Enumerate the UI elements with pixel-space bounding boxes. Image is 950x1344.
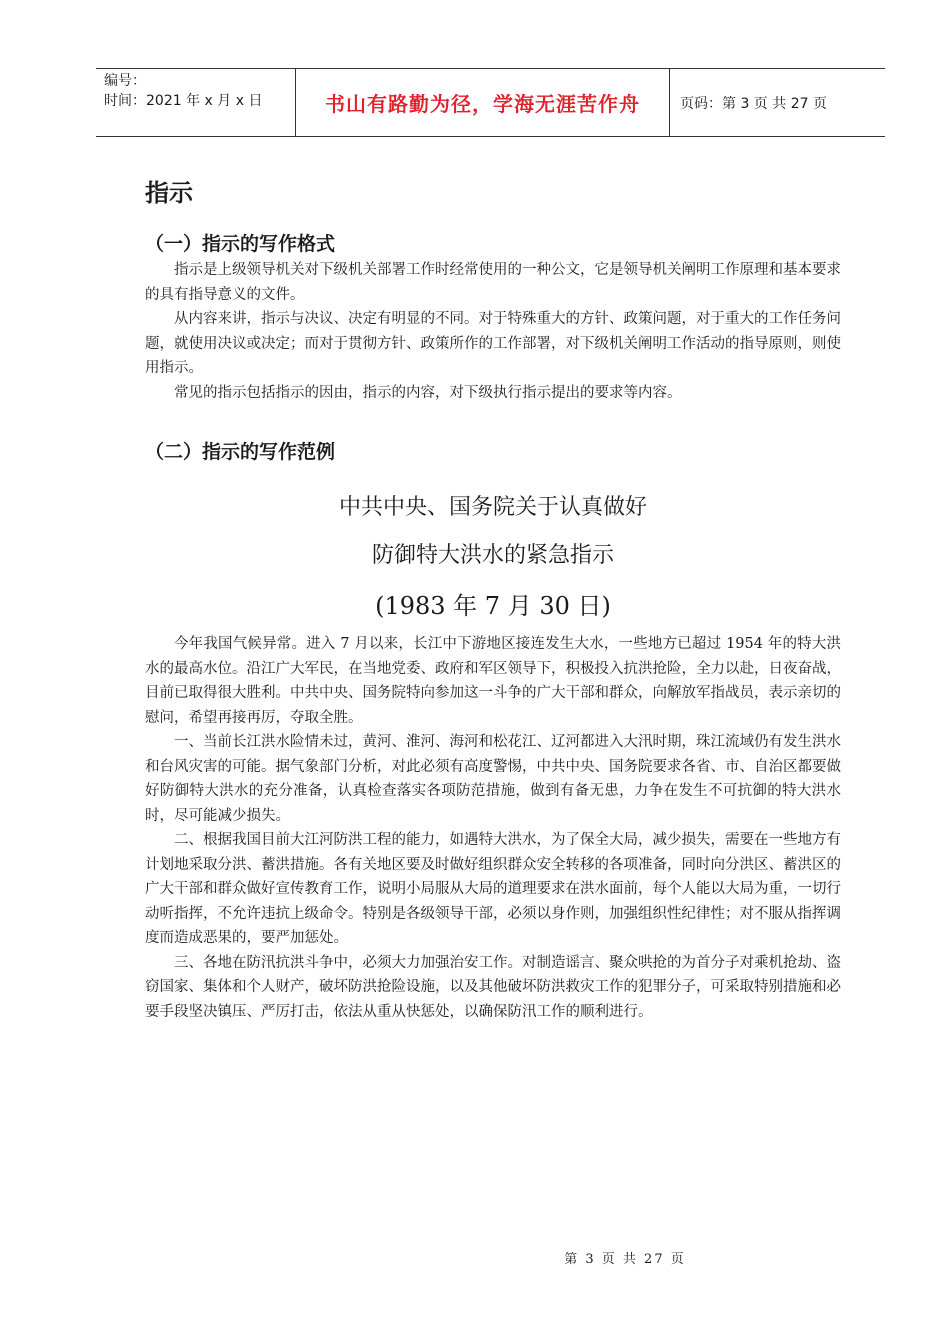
page-footer bbox=[0, 1248, 950, 1267]
section-heading-format: （一）指示的写作格式 bbox=[145, 233, 336, 255]
spacer bbox=[145, 405, 841, 438]
header-motto: 书山有路勤为径，学海无涯苦作舟 bbox=[296, 69, 670, 136]
page-header bbox=[96, 68, 885, 137]
paragraph: 从内容来讲，指示与决议、决定有明显的不同。对于特殊重大的方针、政策问题，对于重大的工作任务问题，就使用决议或决定；而对于贯彻方针、政策所作的工作部署，对下级机关阐明工作活动的指导原则，则使用指示。 bbox=[145, 311, 841, 376]
paragraph: 三、各地在防汛抗洪斗争中，必须大力加强治安工作。对制造谣言、聚众哄抢的为首分子对乘机抢劫、盗窃国家、集体和个人财产，破坏防洪抢险设施，以及其他破坏防洪救灾工作的犯罪分子，可采取特别措施和必要手段坚决镇压、严厉打击，依法从重从快惩处，以确保防汛工作的顺利进行。 bbox=[145, 954, 841, 1020]
time-label: 时间：2021 年 x 月 x 日 bbox=[104, 93, 263, 109]
spacer bbox=[145, 466, 841, 484]
paragraph: 一、当前长江洪水险情未过，黄河、淮河、海河和松花江、辽河都进入大汛时期，珠江流域仍有发生洪水和台风灾害的可能。据气象部门分析，对此必须有高度警惕，中共中央、国务院要求各省、市、自治区都要做好防御特大洪水的充分准备，认真检查落实各项防范措施，做到有备无患，力争在发生不可抗御的特大洪水时，尽可能减少损失。 bbox=[145, 734, 841, 824]
document-body bbox=[145, 176, 841, 1024]
paragraph: 常见的指示包括指示的因由，指示的内容，对下级执行指示提出的要求等内容。 bbox=[174, 384, 682, 401]
footer-page-number: 第 3 页 共 27 页 bbox=[564, 1252, 686, 1267]
header-page-info: 页码：第 3 页 共 27 页 bbox=[680, 95, 827, 112]
paragraph: 指示是上级领导机关对下级机关部署工作时经常使用的一种公文，它是领导机关阐明工作原理和基本要求的具有指导意义的文件。 bbox=[145, 262, 841, 303]
example-title-line1: 中共中央、国务院关于认真做好 bbox=[338, 495, 647, 520]
number-label: 编号： bbox=[104, 73, 146, 89]
example-date: (1983 年 7 月 30 日) bbox=[375, 592, 611, 620]
example-title-line2: 防御特大洪水的紧急指示 bbox=[371, 543, 614, 568]
paragraph: 二、根据我国目前大江河防洪工程的能力，如遇特大洪水，为了保全大局，减少损失，需要在一些地方有计划地采取分洪、蓄洪措施。各有关地区要及时做好组织群众安全转移的各项准备，同时向分洪区、蓄洪区的广大干部和群众做好宣传教育工作，说明小局服从大局的道理要求在洪水面前，每个人能以大局为重，一切行动听指挥，不允许违抗上级命令。特别是各级领导干部，必须以身作则，加强组织性纪律性；对不服从指挥调度而造成恶果的，要严加惩处。 bbox=[145, 832, 841, 946]
document-title: 指示 bbox=[145, 179, 193, 207]
paragraph: 今年我国气候异常。进入 7 月以来，长江中下游地区接连发生大水，一些地方已超过 1954 年的特大洪水的最高水位。沿江广大军民，在当地党委、政府和军区领导下，积极投入抗洪抢险，全力以赴，日夜奋战，目前已取得很大胜利。中共中央、国务院特向参加这一斗争的广大干部和群众，向解放军指战员，表示亲切的慰问，希望再接再厉，夺取全胜。 bbox=[145, 636, 841, 726]
header-meta bbox=[96, 69, 296, 136]
section-heading-example: （二）指示的写作范例 bbox=[145, 441, 336, 463]
